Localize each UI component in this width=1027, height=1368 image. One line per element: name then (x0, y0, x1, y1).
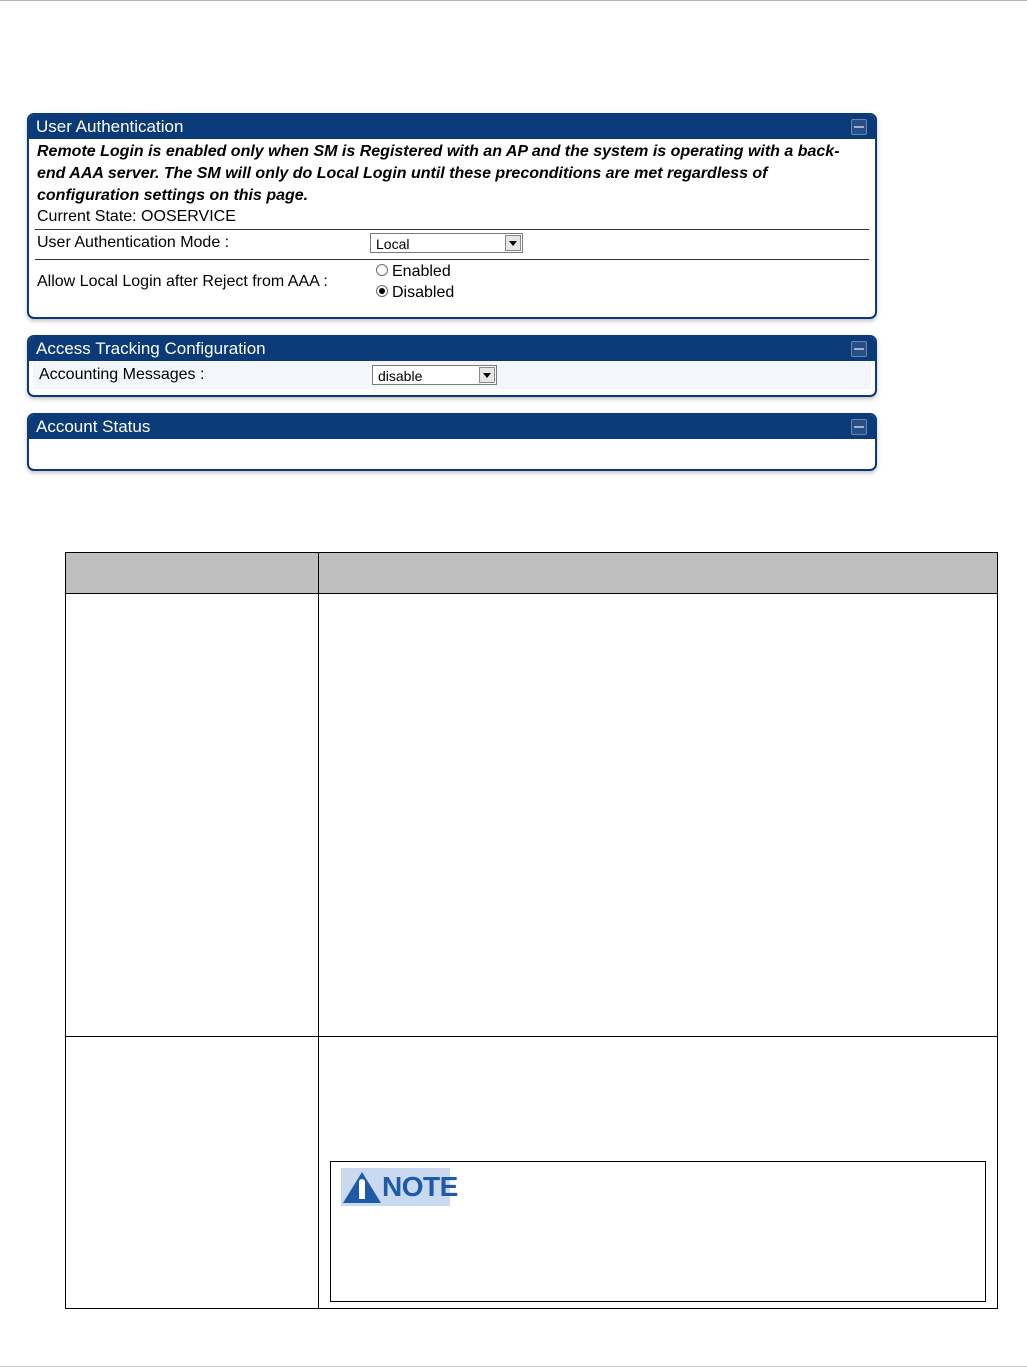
table-header-right (318, 552, 998, 594)
table-header-left (65, 552, 319, 594)
allow-local-label: Allow Local Login after Reject from AAA : (37, 273, 328, 290)
note-label: NOTE (382, 1171, 458, 1202)
table-row-1-attribute (65, 593, 319, 1037)
note-box (330, 1161, 986, 1302)
dropdown-arrow-icon[interactable] (479, 367, 495, 383)
collapse-icon[interactable] (851, 419, 867, 435)
note-pin-glyph (359, 1179, 365, 1199)
accounting-value: disable (378, 368, 423, 384)
auth-mode-select[interactable] (370, 233, 523, 253)
radio-icon[interactable] (376, 285, 388, 297)
auth-mode-row (35, 229, 869, 259)
radio-enabled[interactable] (376, 262, 451, 282)
auth-mode-value: Local (376, 236, 410, 252)
panel-header (29, 415, 875, 439)
access-tracking-panel (27, 335, 877, 397)
dropdown-arrow-icon[interactable] (505, 235, 521, 251)
panel-title: Account Status (36, 417, 151, 436)
radio-icon[interactable] (376, 264, 388, 276)
auth-mode-label: User Authentication Mode : (37, 234, 230, 251)
current-state: Current State: OOSERVICE (37, 208, 236, 225)
allow-local-row (35, 259, 869, 308)
accounting-label: Accounting Messages : (39, 366, 205, 383)
table-row-1-meaning (318, 593, 998, 1037)
panel-header (29, 115, 875, 139)
accounting-select[interactable] (372, 365, 497, 385)
table-row-2-attribute (65, 1036, 319, 1309)
top-rule (0, 0, 1027, 1)
radio-enabled-label: Enabled (392, 263, 451, 280)
accounting-messages-row (33, 361, 871, 389)
user-authentication-panel (27, 113, 877, 319)
collapse-icon[interactable] (851, 341, 867, 357)
collapse-icon[interactable] (851, 119, 867, 135)
panel-header (29, 337, 875, 361)
bottom-rule (0, 1366, 1027, 1367)
note-badge (341, 1168, 458, 1206)
panel-title: User Authentication (36, 117, 184, 136)
panel-title: Access Tracking Configuration (36, 339, 266, 358)
account-status-panel (27, 413, 877, 471)
radio-disabled-label: Disabled (392, 284, 455, 301)
radio-disabled[interactable] (376, 283, 454, 303)
remote-login-notice: Remote Login is enabled only when SM is Registered with an AP and the system is operating with a back-end AAA server. The SM will only do Local Login until these preconditions are met regardless of configuration settings on this page. (37, 143, 840, 204)
